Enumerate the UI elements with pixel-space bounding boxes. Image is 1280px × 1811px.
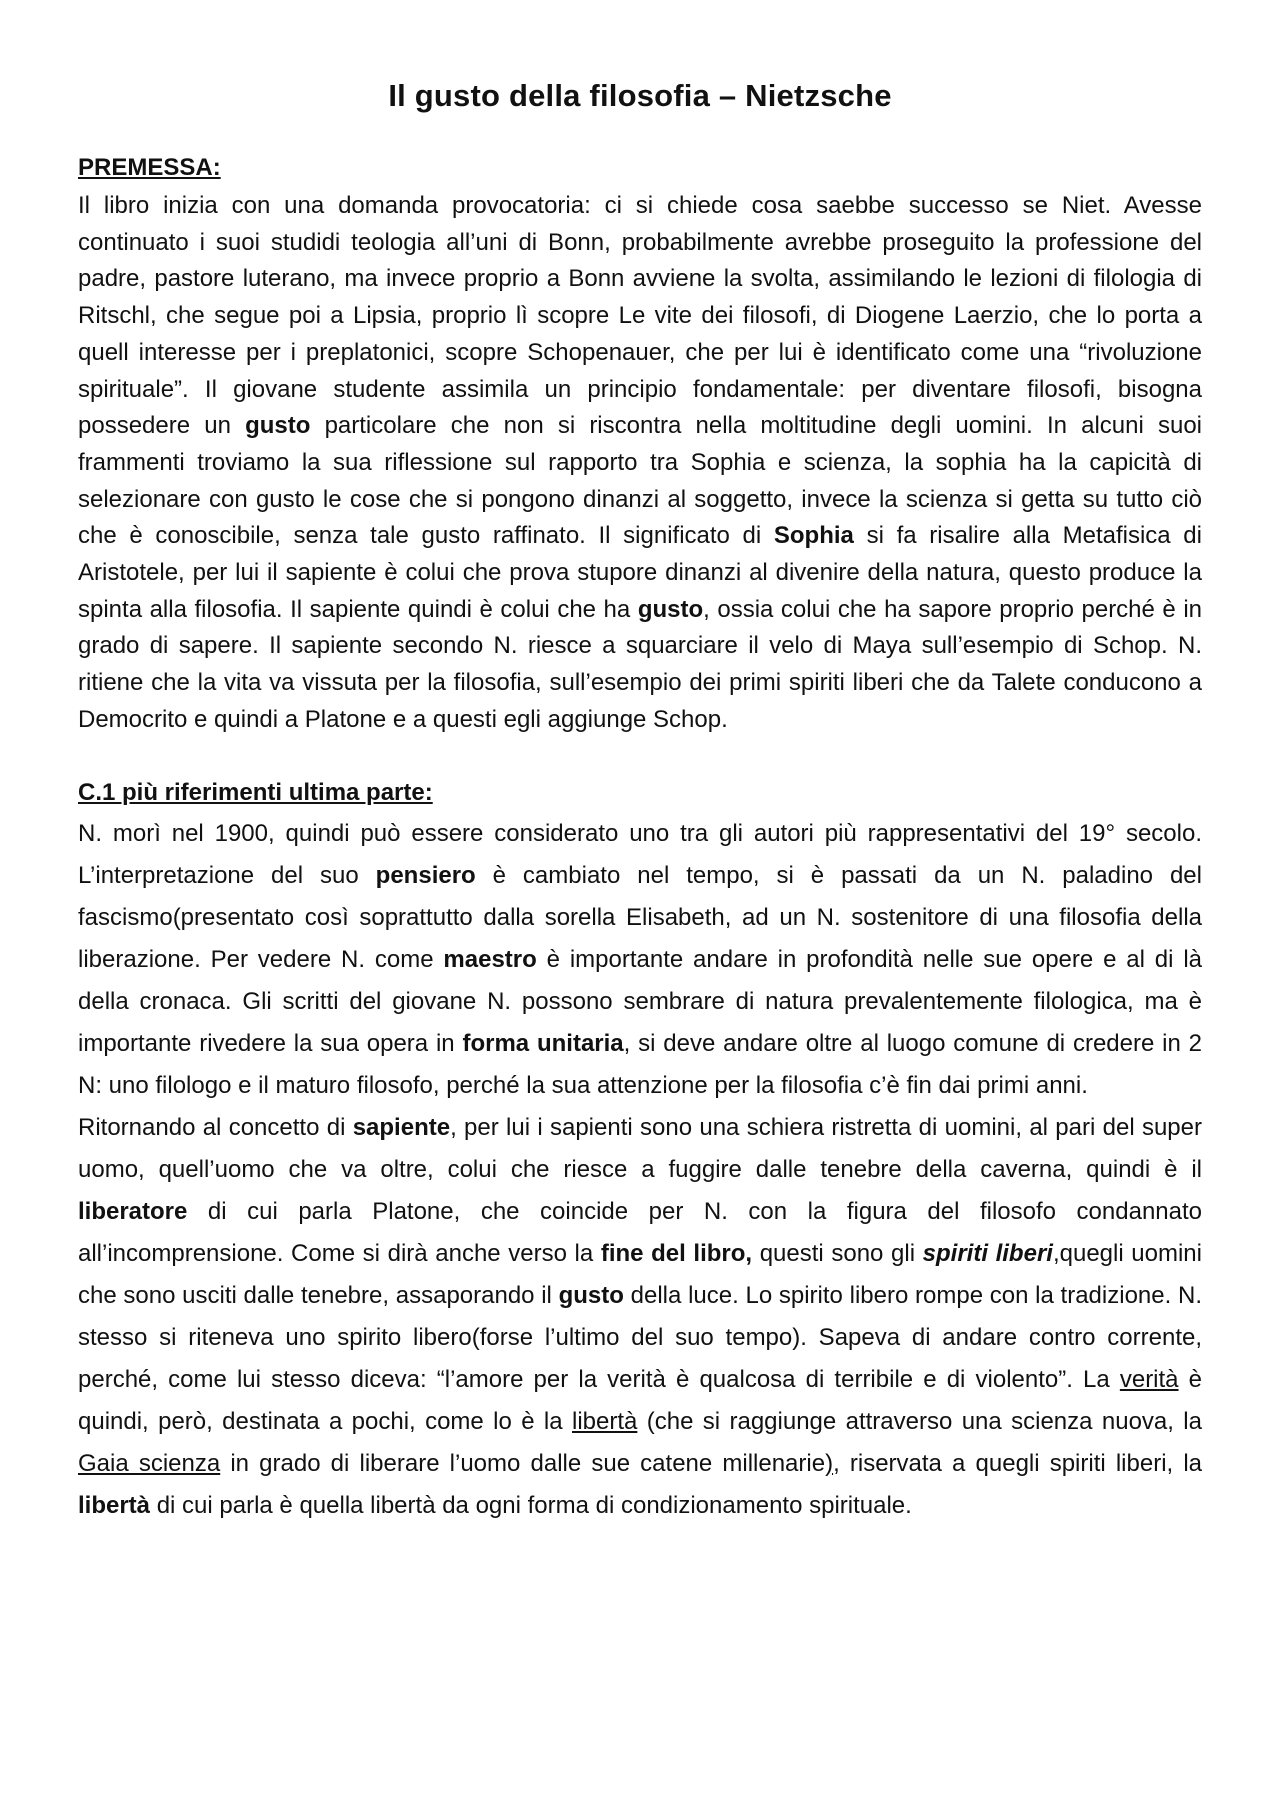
- page-title: Il gusto della filosofia – Nietzsche: [388, 78, 892, 113]
- c1-p1-text-2: è cambiato nel tempo, si è passati da un N. paladino del fascismo(presentato così soprattutto dalla sorella Elisabeth, ad un N. sostenitore di una filosofia della liberazione. Per vedere N. come: [78, 861, 1202, 973]
- c1-p2-bold-liberta: libertà: [78, 1491, 151, 1519]
- c1-p2-bolditalic-spiriti-liberi: spiriti liberi: [922, 1239, 1053, 1267]
- c1-p2-text-6: della luce. Lo spirito libero rompe con la tradizione. N. stesso si riteneva uno spirito libero(forse l’ultimo del suo tempo). Sapeva di andare contro corrente, perché, come lui stesso diceva: “l’amore per la verità è qualcosa di terribile e di violento”. La: [78, 1281, 1202, 1393]
- c1-p2-bold-gusto: gusto: [558, 1281, 624, 1309]
- c1-p2-text-4: questi sono gli: [752, 1239, 923, 1267]
- c1-p1-bold-pensiero: pensiero: [375, 861, 476, 889]
- c1-p2-text-5: ,quegli uomini che sono usciti dalle tenebre, assaporando il: [78, 1239, 1202, 1309]
- c1-p2-underline-verita: verità: [1119, 1365, 1179, 1393]
- c1-paragraph-2: [78, 1107, 1202, 1527]
- premessa-bold-gusto: gusto: [245, 412, 311, 440]
- c1-heading: C.1 più riferimenti ultima parte:: [78, 778, 433, 806]
- premessa-text-3: si fa risalire alla Metafisica di Aristotele, per lui il sapiente è colui che prova stupore dinanzi al divenire della natura, questo produce la spinta alla filosofia. Il sapiente quindi è colui che ha: [78, 522, 1202, 623]
- c1-p2-bold-sapiente: sapiente: [352, 1113, 451, 1141]
- c1-p1-text-4: , si deve andare oltre al luogo comune di credere in 2 N: uno filologo e il maturo filosofo, perché la sua attenzione per la filosofia c’è fin dai primi anni.: [78, 1029, 1203, 1099]
- document-page: [78, 78, 1202, 1527]
- c1-p2-underline-liberta: libertà: [571, 1407, 638, 1435]
- premessa-bold-sophia: Sophia: [773, 522, 854, 550]
- c1-p1-text-3: è importante andare in profondità nelle sue opere e al di là della cronaca. Gli scritti del giovane N. possono sembrare di natura prevalentemente filologica, ma è importante rivedere la sua opera in: [78, 945, 1203, 1057]
- c1-p2-text-9: in grado di liberare l’uomo dalle sue catene millenarie: [220, 1449, 826, 1477]
- premessa-text-4: , ossia colui che ha sapore proprio perché è in grado di sapere. Il sapiente secondo N. riesce a squarciare il velo di Maya sull’esempio di Schop. N. ritiene che la vita va vissuta per la filosofia, sull’esempio dei primi spiriti liberi che da Talete conducono a Democrito e quindi a Platone e a questi egli aggiunge Schop.: [78, 595, 1203, 733]
- c1-p2-underline-gaia-scienza: Gaia scienza: [78, 1449, 221, 1477]
- c1-p2-underline-paren: ): [825, 1449, 834, 1477]
- premessa-text-2: particolare che non si riscontra nella moltitudine degli uomini. In alcuni suoi frammenti troviamo la sua riflessione sul rapporto tra Sophia e scienza, la sophia ha la capicità di selezionare con gusto le cose che si pongono dinanzi al soggetto, invece la scienza si getta su tutto ciò che è conoscibile, senza tale gusto raffinato. Il significato di: [78, 412, 1203, 550]
- c1-p2-text-1: Ritornando al concetto di: [78, 1113, 353, 1141]
- c1-p2-text-8: (che si raggiunge attraverso una scienza nuova, la: [637, 1407, 1202, 1435]
- c1-p2-bold-liberatore: liberatore: [78, 1197, 188, 1225]
- c1-p1-text-1: N. morì nel 1900, quindi può essere considerato uno tra gli autori più rappresentativi del 19° secolo. L’interpretazione del suo: [78, 819, 1202, 889]
- premessa-bold-gusto-2: gusto: [637, 595, 704, 623]
- c1-p1-bold-maestro: maestro: [443, 945, 537, 973]
- c1-paragraph-1: [78, 813, 1202, 1107]
- c1-p2-text-3: di cui parla Platone, che coincide per N. con la figura del filosofo condannato all’incomprensione. Come si dirà anche verso la: [78, 1197, 1202, 1267]
- c1-p2-text-2: , per lui i sapienti sono una schiera ristretta di uomini, al pari del super uomo, quell’uomo che va oltre, colui che riesce a fuggire dalle tenebre della caverna, quindi è il: [78, 1113, 1202, 1183]
- section-spacer: [78, 739, 1202, 779]
- c1-p2-text-11: di cui parla è quella libertà da ogni forma di condizionamento spirituale.: [150, 1491, 912, 1519]
- c1-p2-text-10: , riservata a quegli spiriti liberi, la: [833, 1449, 1203, 1477]
- premessa-heading: PREMESSA:: [78, 154, 221, 181]
- c1-p2-text-7: è quindi, però, destinata a pochi, come lo è la: [78, 1365, 1202, 1435]
- premessa-text-1: Il libro inizia con una domanda provocatoria: ci si chiede cosa saebbe successo se Niet. Avesse continuato i suoi studidi teologia all’uni di Bonn, probabilmente avrebbe proseguito la professione del padre, pastore luterano, ma invece proprio a Bonn avviene la svolta, assimilando le lezioni di filologia di Ritschl, che segue poi a Lipsia, proprio lì scopre Le vite dei filosofi, di Diogene Laerzio, che lo porta a quell interesse per i preplatonici, scopre Schopenauer, che per lui è identificato come una “rivoluzione spirituale”. Il giovane studente assimila un principio fondamentale: per diventare filosofi, bisogna possedere un: [78, 192, 1202, 440]
- c1-p2-bold-fine-del-libro: fine del libro,: [600, 1239, 753, 1267]
- premessa-paragraph: [78, 188, 1202, 739]
- c1-p1-bold-forma-unitaria: forma unitaria: [462, 1029, 624, 1057]
